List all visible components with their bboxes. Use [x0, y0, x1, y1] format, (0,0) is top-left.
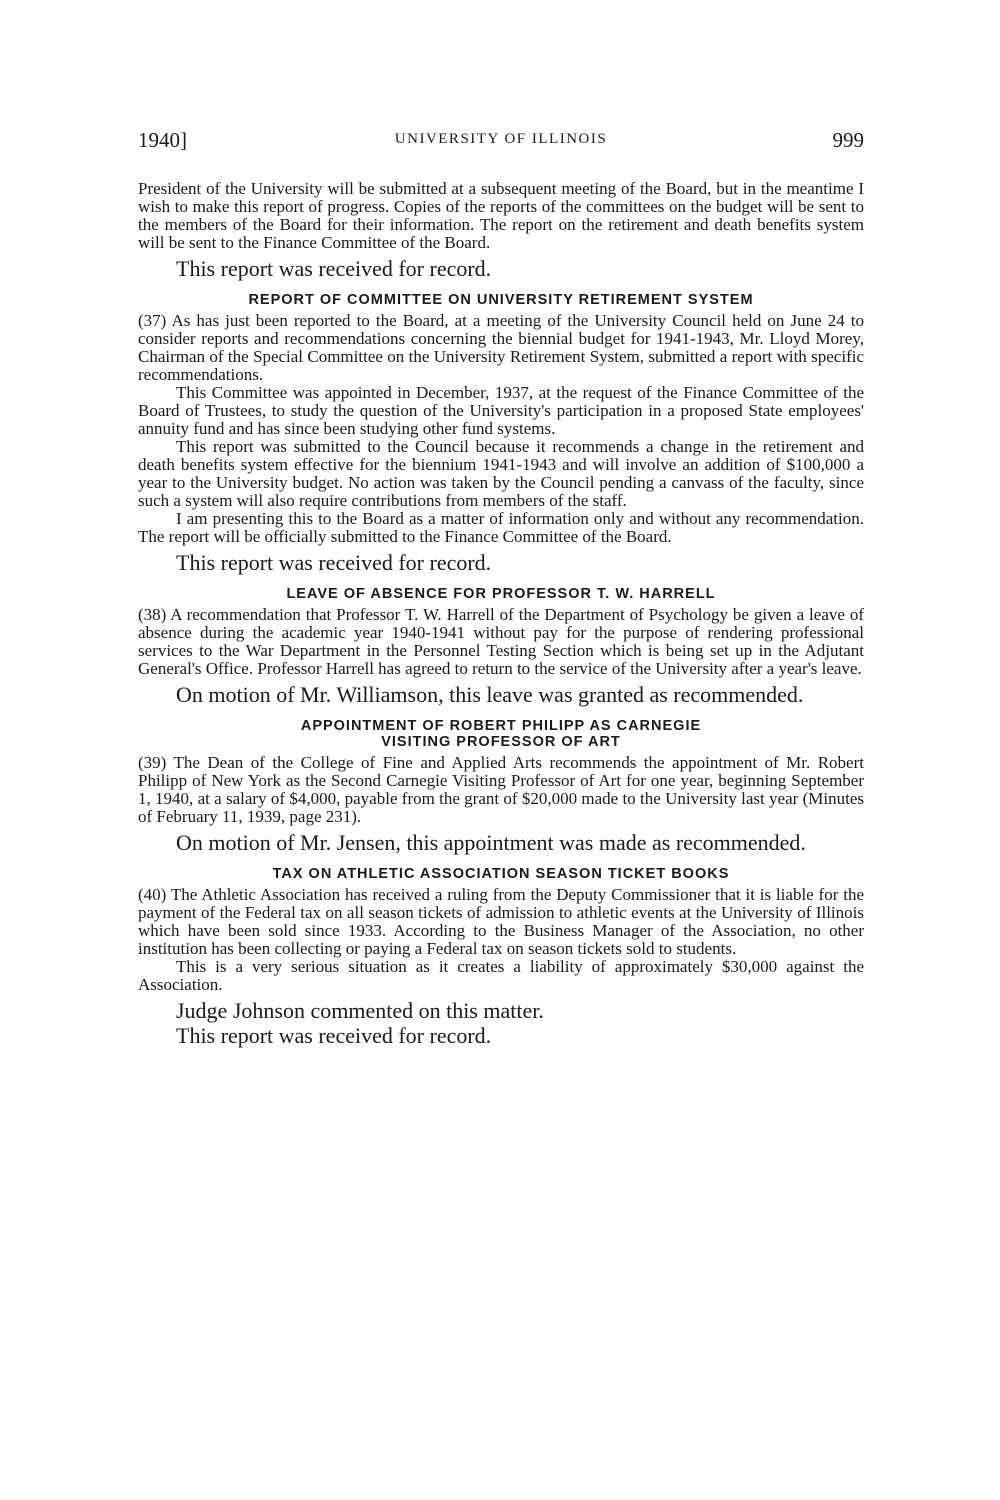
- section-paragraph: This Committee was appointed in December, 1937, at the request of the Finance Committee of the Board of Trustees, to study the question of the University's participation in a proposed State employees' annuity fund and has since been studying other fund systems.: [138, 383, 864, 438]
- section-heading-line: REPORT OF COMMITTEE ON UNIVERSITY RETIREMENT SYSTEM: [248, 292, 754, 308]
- section-heading-line: TAX ON ATHLETIC ASSOCIATION SEASON TICKET BOOKS: [272, 866, 730, 882]
- section-paragraph: I am presenting this to the Board as a matter of information only and without any recommendation. The report will be officially submitted to the Finance Committee of the Board.: [138, 509, 864, 546]
- page-number: 999: [832, 128, 864, 152]
- section-heading-line: VISITING PROFESSOR OF ART: [381, 734, 621, 750]
- sections-container: [138, 292, 864, 1048]
- document-body: [138, 180, 864, 1048]
- board-action: On motion of Mr. Jensen, this appointment was made as recommended.: [176, 830, 806, 855]
- section-paragraph: (40) The Athletic Association has received a ruling from the Deputy Commissioner that it is liable for the payment of the Federal tax on all season tickets of admission to athletic events at the University of Illinois which have been sold since 1933. According to the Business Manager of the Association, no other institution has been collecting or paying a Federal tax on season tickets sold to students.: [138, 885, 864, 958]
- running-header: [138, 128, 864, 156]
- section-heading: [138, 586, 864, 602]
- section-heading-line: LEAVE OF ABSENCE FOR PROFESSOR T. W. HARRELL: [286, 586, 716, 602]
- section-paragraph: (38) A recommendation that Professor T. W. Harrell of the Department of Psychology be given a leave of absence during the academic year 1940-1941 without pay for the purpose of rendering professional services to the War Department in the Personnel Testing Section which is being set up in the Adjutant General's Office. Professor Harrell has agreed to return to the service of the University after a year's leave.: [138, 605, 864, 678]
- header-year: 1940]: [138, 128, 187, 152]
- section: [138, 292, 864, 575]
- section-heading: [138, 292, 864, 308]
- section: [138, 866, 864, 1048]
- section-paragraph: (37) As has just been reported to the Board, at a meeting of the University Council held on June 24 to consider reports and recommendations concerning the biennial budget for 1941-1943, Mr. Lloyd Morey, Chairman of the Special Committee on the University Retirement System, submitted a report with specific recommendations.: [138, 311, 864, 384]
- board-action: Judge Johnson commented on this matter.: [176, 998, 544, 1023]
- section-heading: [138, 718, 864, 750]
- section-paragraph: This is a very serious situation as it creates a liability of approximately $30,000 against the Association.: [138, 957, 864, 994]
- section-heading-line: APPOINTMENT OF ROBERT PHILIPP AS CARNEGIE: [300, 718, 702, 734]
- intro-action: This report was received for record.: [176, 256, 492, 281]
- header-title: UNIVERSITY OF ILLINOIS: [394, 131, 608, 147]
- board-action: On motion of Mr. Williamson, this leave was granted as recommended.: [176, 682, 804, 707]
- section-paragraph: (39) The Dean of the College of Fine and Applied Arts recommends the appointment of Mr. Robert Philipp of New York as the Second Carnegie Visiting Professor of Art for one year, beginning September 1, 1940, at a salary of $4,000, payable from the grant of $20,000 made to the University last year (Minutes of February 11, 1939, page 231).: [138, 753, 864, 826]
- section: [138, 586, 864, 707]
- board-action: This report was received for record.: [176, 1023, 492, 1048]
- section-heading: [138, 866, 864, 882]
- section-paragraph: This report was submitted to the Council because it recommends a change in the retirement and death benefits system effective for the biennium 1941-1943 and will involve an addition of $100,000 a year to the University budget. No action was taken by the Council pending a canvass of the faculty, since such a system will also require contributions from members of the staff.: [138, 437, 864, 510]
- board-action: This report was received for record.: [176, 550, 492, 575]
- intro-paragraph: President of the University will be submitted at a subsequent meeting of the Board, but in the meantime I wish to make this report of progress. Copies of the reports of the committees on the budget will be sent to the members of the Board for their information. The report on the retirement and death benefits system will be sent to the Finance Committee of the Board.: [138, 179, 864, 252]
- section: [138, 718, 864, 855]
